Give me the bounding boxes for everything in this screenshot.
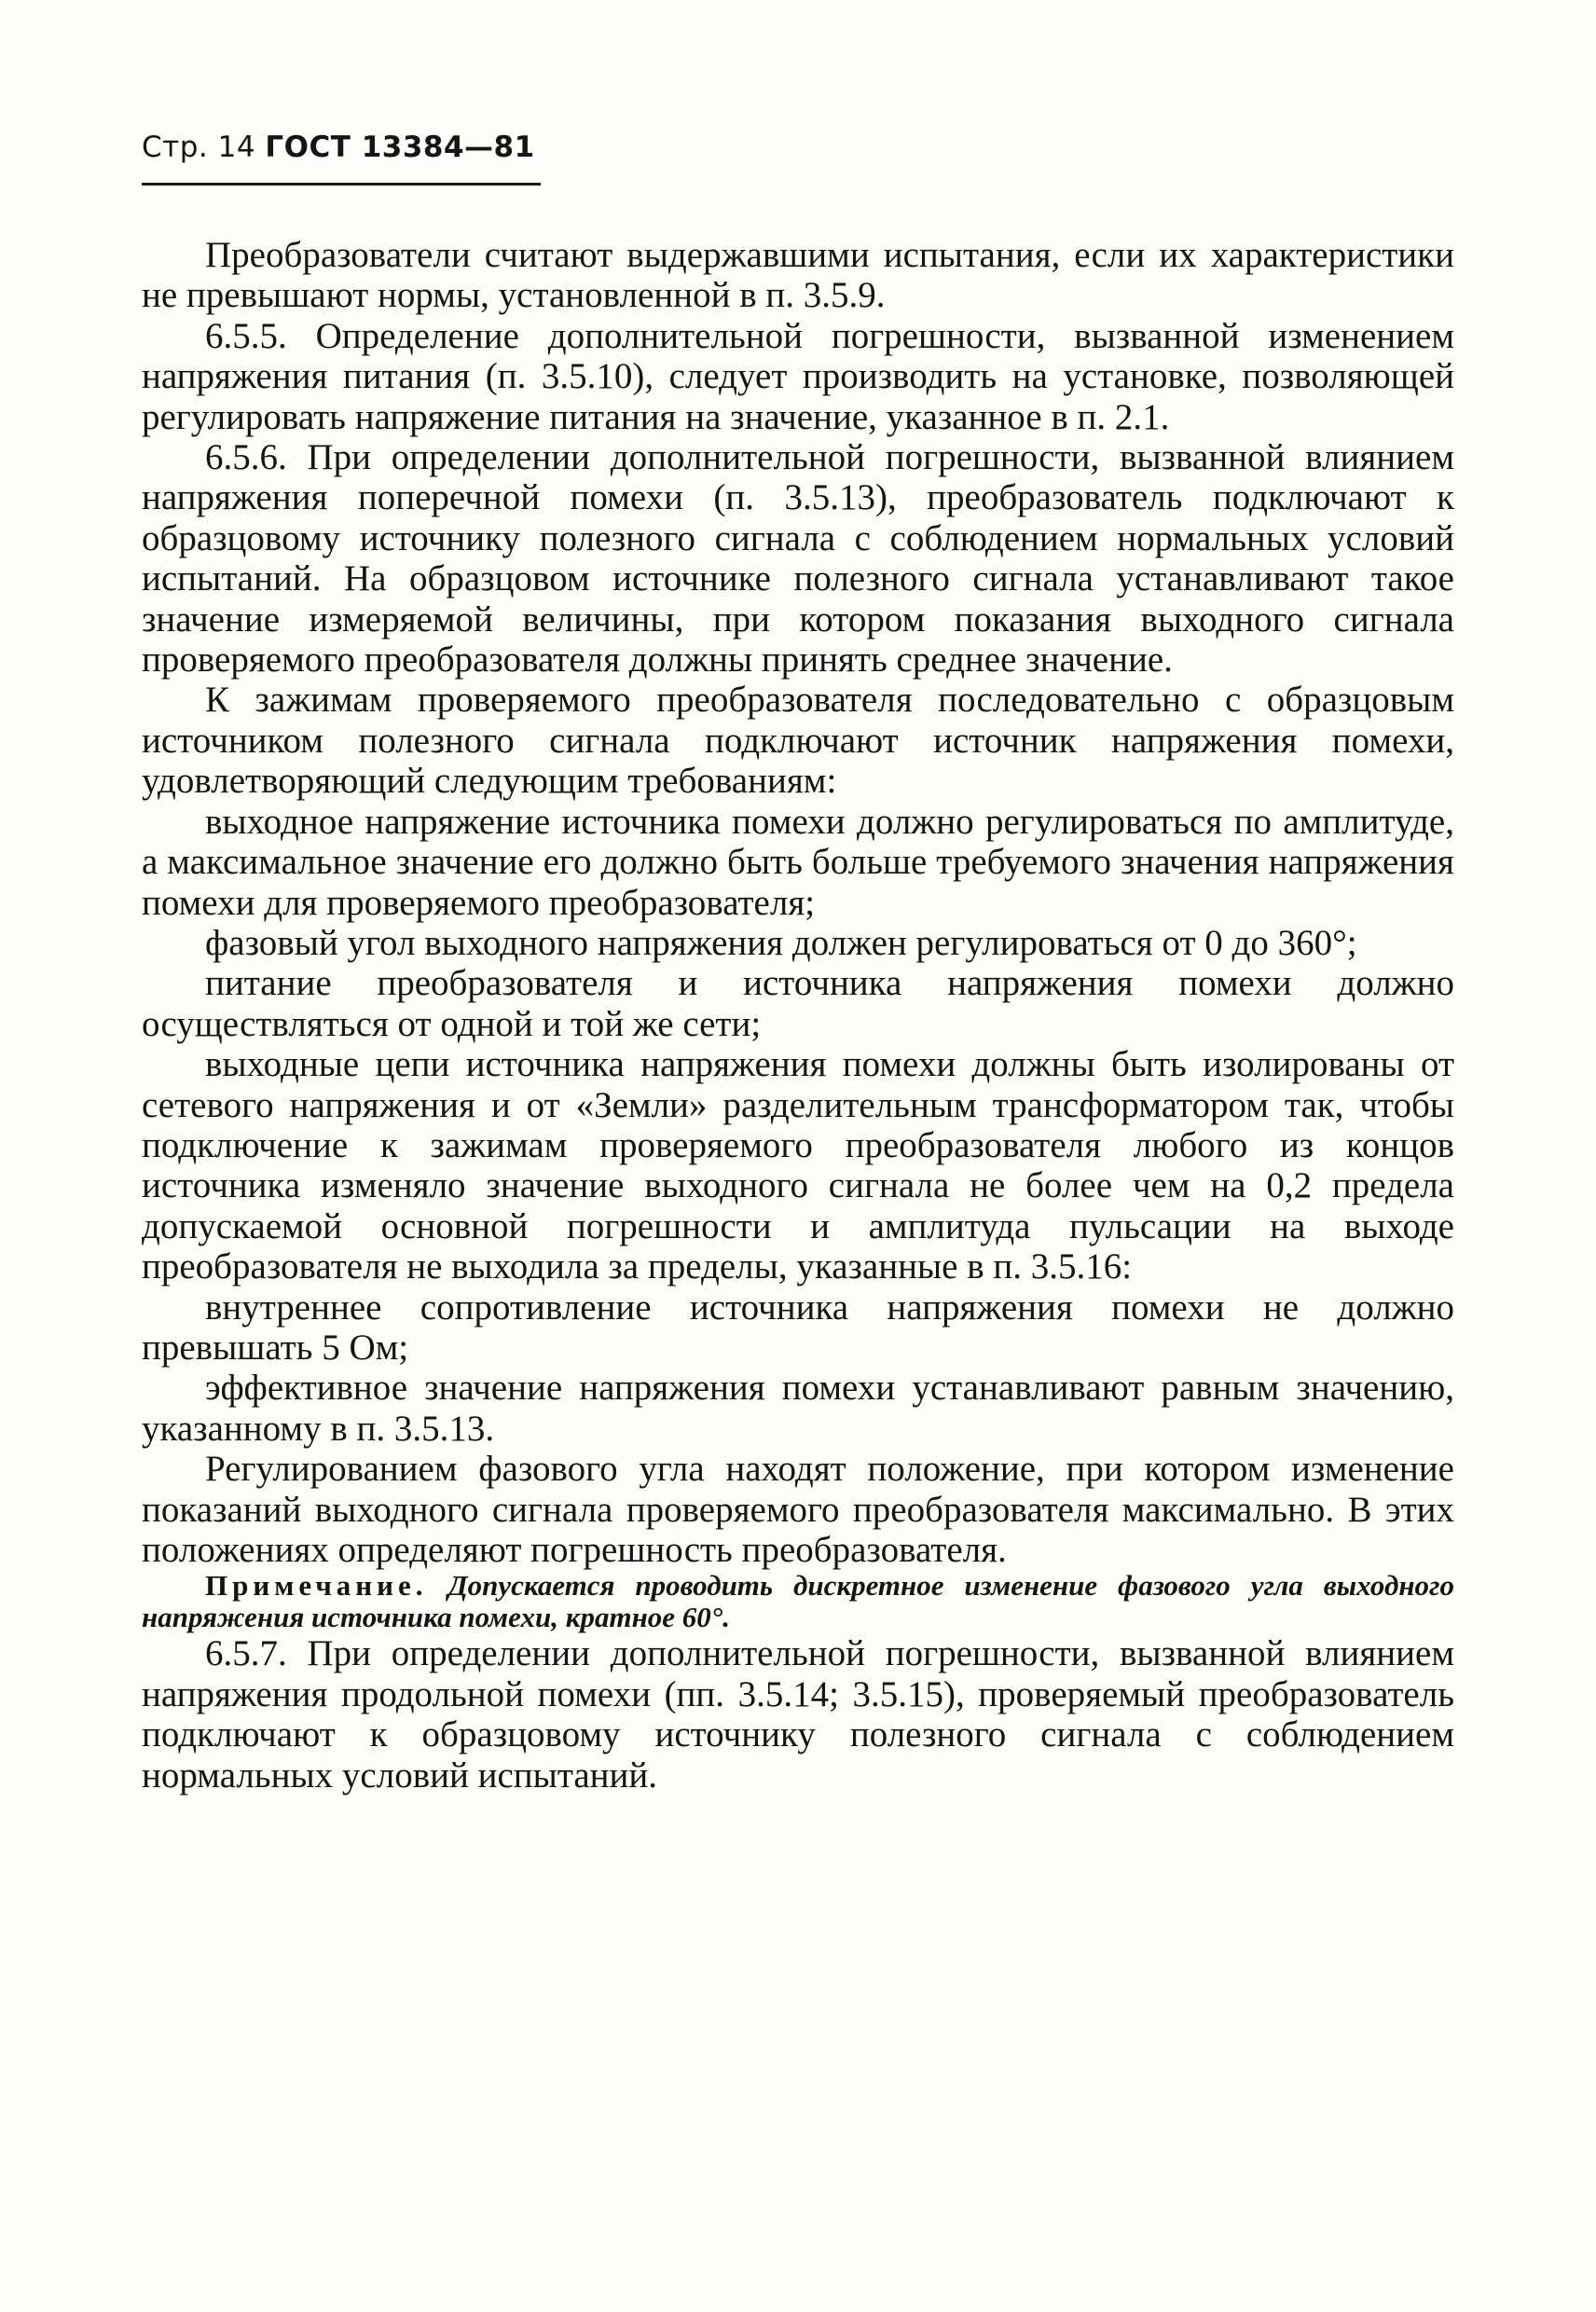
document-body: [142, 235, 1454, 1796]
list-item: фазовый угол выходного напряжения должен регулироваться от 0 до 360°;: [205, 922, 1357, 963]
paragraph: Регулированием фазового угла находят положение, при котором изменение показаний выходного сигнала проверяемого преобразователя максимально. В этих положениях определяют погрешность преобразователя.: [142, 1449, 1454, 1570]
paragraph: 6.5.5. Определение дополнительной погрешности, вызванной изменением напряжения питания (п. 3.5.10), следует производить на установке, позволяющей регулировать напряжение питания на значение, указанное в п. 2.1.: [142, 315, 1454, 437]
list-item: внутреннее сопротивление источника напряжения помехи не должно превышать 5 Ом;: [142, 1287, 1454, 1368]
list-item: выходные цепи источника напряжения помехи должны быть изолированы от сетевого напряжения и от «Земли» разделительным трансформатором так, чтобы подключение к зажимам проверяемого преобразователя любого из концов источника изменяло значение выходного сигнала не более чем на 0,2 предела допускаемой основной погрешности и амплитуда пульсации на выходе преобразователя не выходила за пределы, указанные в п. 3.5.16:: [142, 1044, 1454, 1287]
paragraph: 6.5.6. При определении дополнительной погрешности, вызванной влиянием напряжения поперечной помехи (п. 3.5.13), преобразователь подключают к образцовому источнику полезного сигнала с соблюдением нормальных условий испытаний. На образцовом источнике полезного сигнала устанавливают такое значение измеряемой величины, при котором показания выходного сигнала проверяемого преобразователя должны принять среднее значение.: [142, 437, 1454, 681]
list-item: выходное напряжение источника помехи должно регулироваться по амплитуде, а максимальное значение его должно быть больше требуемого значения напряжения помехи для проверяемого преобразователя;: [142, 801, 1454, 923]
paragraph: К зажимам проверяемого преобразователя последовательно с образцовым источником полезного сигнала подключают источник напряжения помехи, удовлетворяющий следующим требованиям:: [142, 680, 1454, 802]
note-text: Допускается проводить дискретное изменение фазового угла выходного напряжения источника помехи, кратное 60°.: [142, 1569, 1455, 1634]
page-header: [142, 131, 535, 164]
note: [142, 1570, 1454, 1633]
page-number: Стр. 14: [142, 131, 256, 164]
paragraph: 6.5.7. При определении дополнительной погрешности, вызванной влиянием напряжения продольной помехи (пп. 3.5.14; 3.5.15), проверяемый преобразователь подключают к образцовому источнику полезного сигнала с соблюдением нормальных условий испытаний.: [142, 1633, 1454, 1796]
header-rule: [142, 183, 541, 186]
note-label: Примечание.: [205, 1569, 428, 1603]
list-item: эффективное значение напряжения помехи устанавливают равным значению, указанному в п. 3.5.13.: [142, 1368, 1454, 1449]
paragraph: Преобразователи считают выдержавшими испытания, если их характеристики не превышают нормы, установленной в п. 3.5.9.: [142, 235, 1454, 316]
list-item: питание преобразователя и источника напряжения помехи должно осуществляться от одной и той же сети;: [142, 963, 1454, 1044]
standard-number: ГОСТ 13384—81: [265, 131, 535, 164]
